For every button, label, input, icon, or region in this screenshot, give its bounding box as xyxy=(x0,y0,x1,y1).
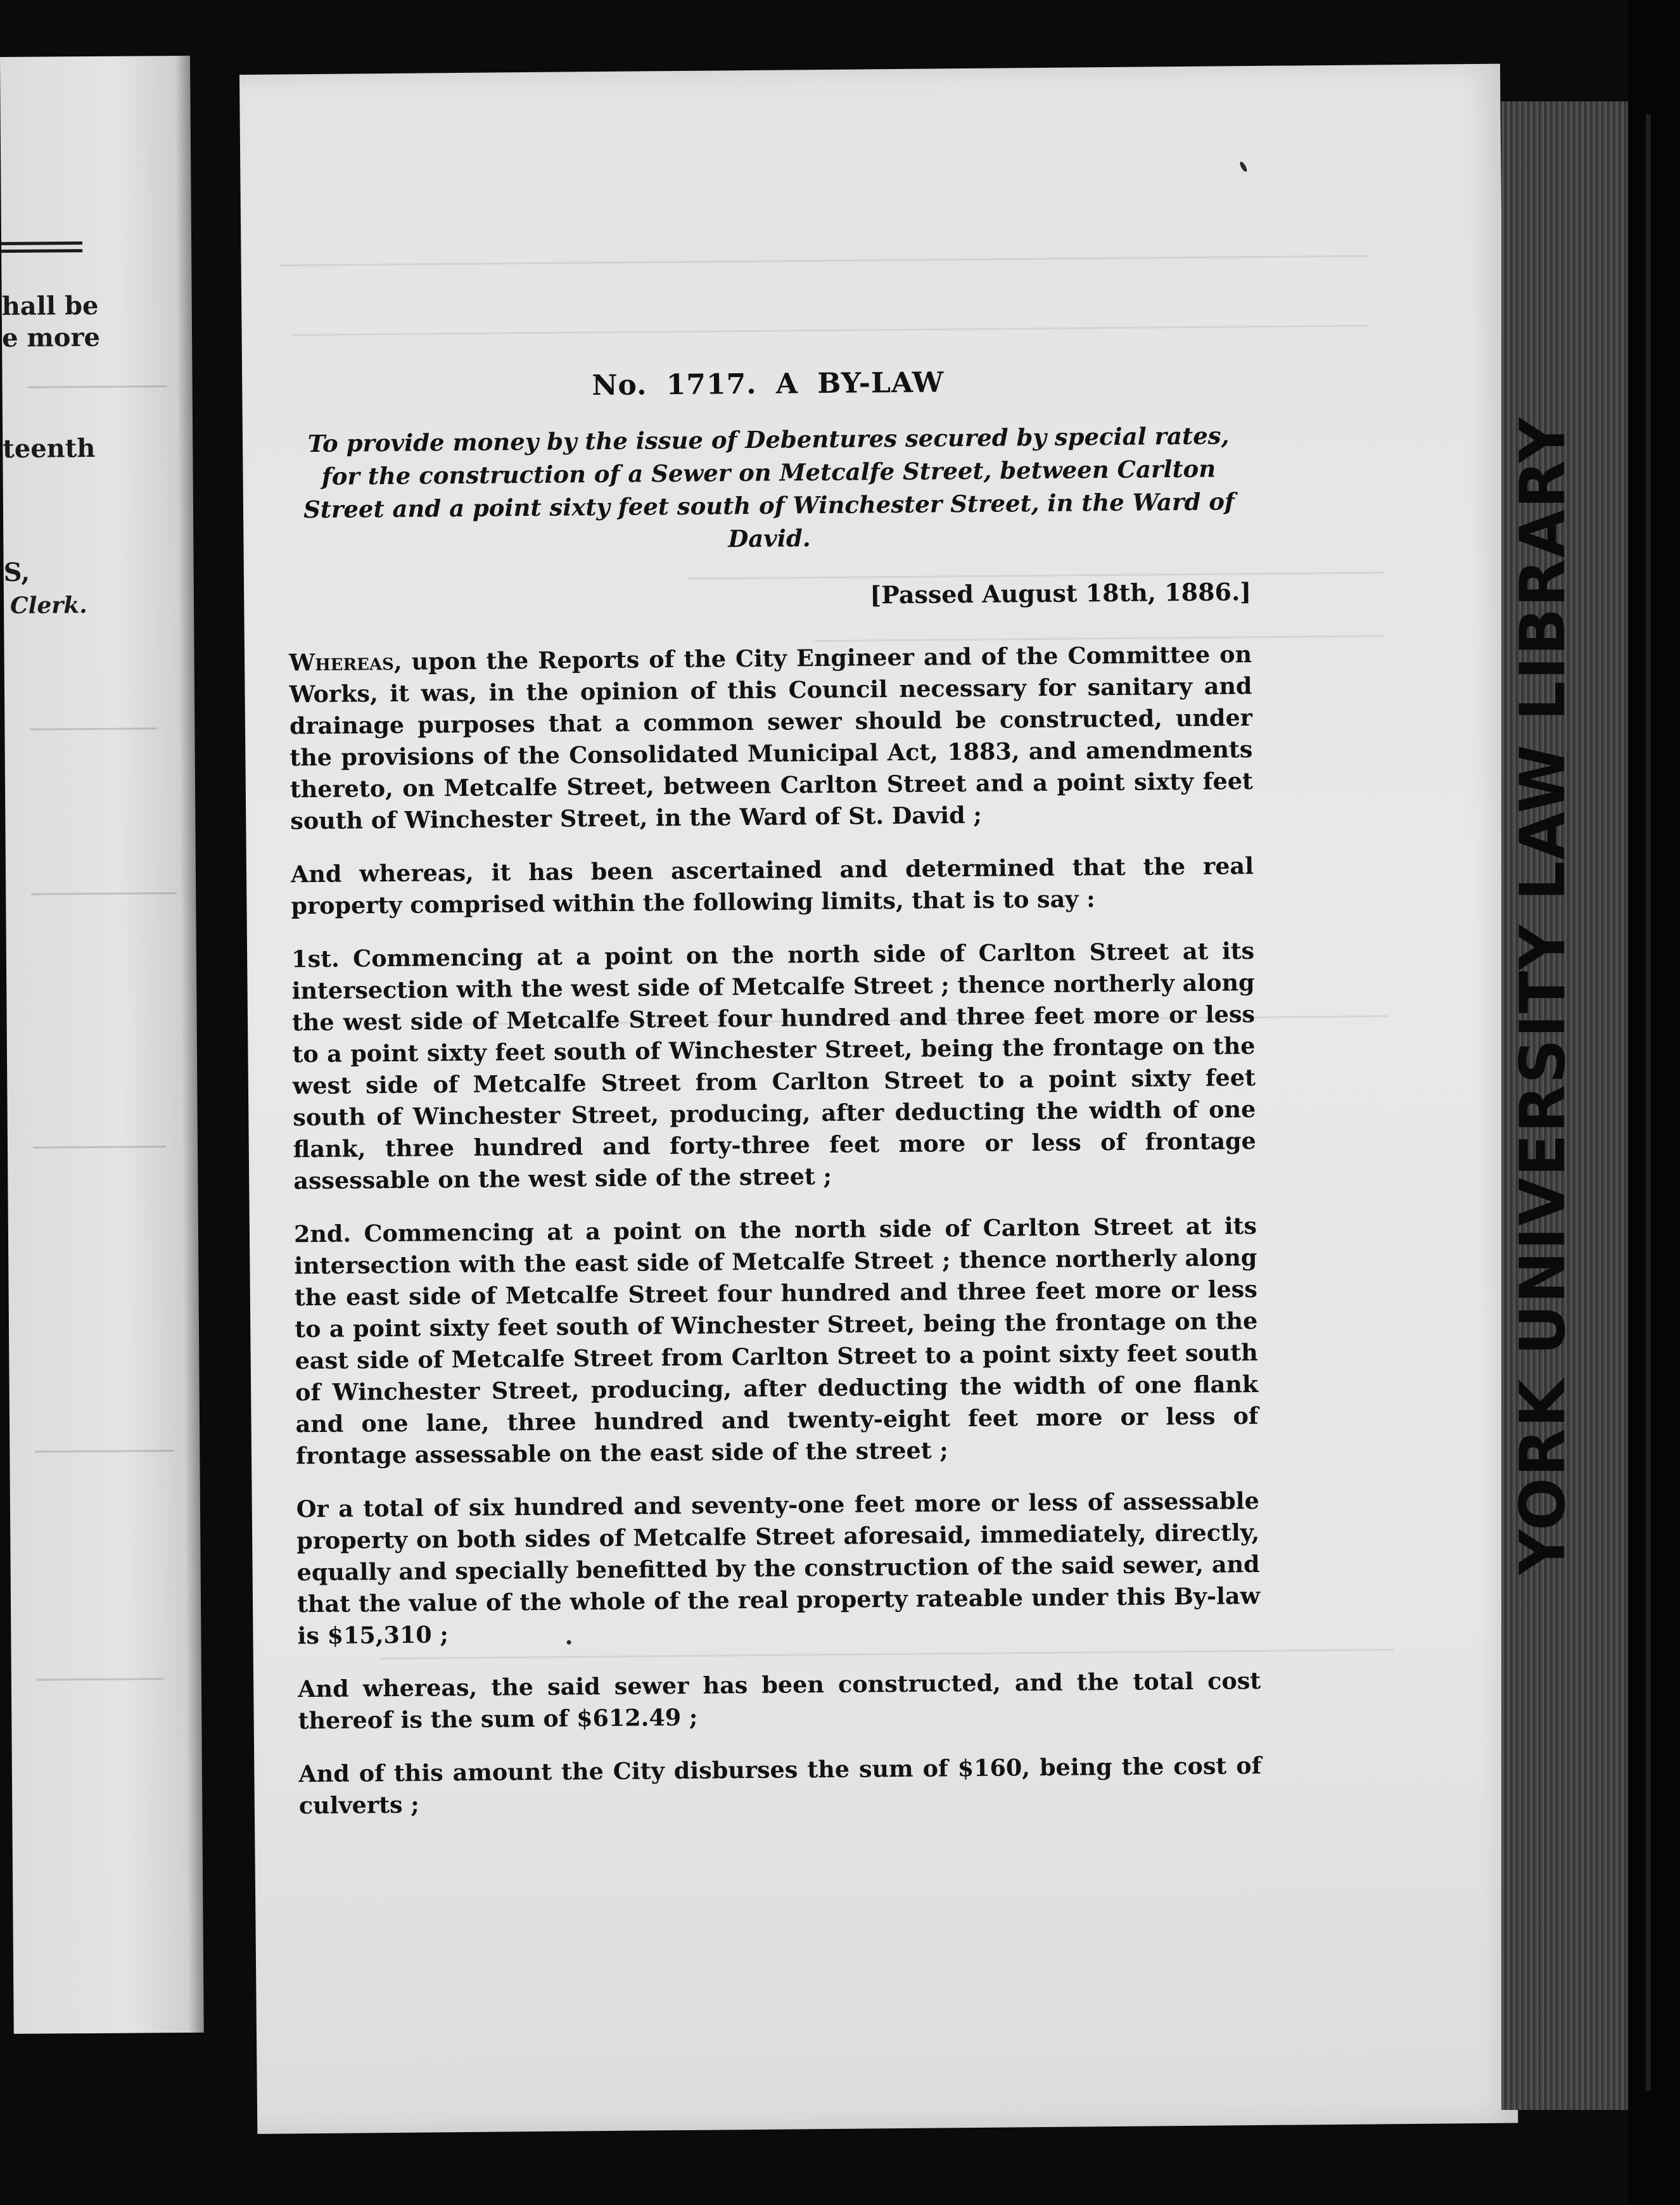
passed-date: [Passed August 18th, 1886.] xyxy=(870,577,1252,610)
paragraph-west-side: 1st. Commencing at a point on the north side of Carlton Street at its intersection with the west side of Metcalfe Street ; thence northerly along the west side of Metcalfe Street four hundred and three feet more or less to a point sixty feet south of Winchester Street, being the frontage on the west side of Metcalfe Street from Carlton Street to a point sixty feet south of Winchester Street, producing, after deducting the width of one flank, three hundred and forty-three feet more or less of frontage assessable on the west side of the street ; xyxy=(291,937,1256,1195)
bylaw-text xyxy=(286,364,1262,1843)
show-through-line xyxy=(35,1450,174,1453)
show-through-line xyxy=(279,255,1369,266)
library-stamp: YORK UNIVERSITY LAW LIBRARY xyxy=(1507,416,1579,1575)
paragraph-culverts: And of this amount the City disburses the sum of $160, being the cost of culverts ; xyxy=(298,1752,1262,1820)
left-text-line: hall be xyxy=(1,290,99,321)
paragraph-cost: And whereas, the said sewer has been constructed, and the total cost thereof is the sum of $612.49 ; xyxy=(298,1667,1261,1735)
show-through-line xyxy=(31,892,177,895)
show-through-line xyxy=(37,1678,163,1680)
paragraph: And whereas, it has been ascertained and determined that the real property comprised within the following limits, that is to say : xyxy=(290,852,1254,920)
left-text-line: Clerk. xyxy=(10,592,87,619)
show-through-line xyxy=(293,324,1370,336)
paragraph-text: upon the Reports of the City Engineer and of the Committee on Works, it was, in the opinion of this Council necessary for sanitary and drainage purposes that a common sewer should be constructed, under the provisions of the Consolidated Municipal Act, 1883, and amendments thereto, on Metcalfe Street, between Carlton Street and a point sixty feet south of Winchester Street, in the Ward of St. David ; xyxy=(289,641,1253,835)
left-text-line: e more xyxy=(1,322,101,353)
show-through-line xyxy=(33,1146,166,1148)
paragraph-east-side: 2nd. Commencing at a point on the north side of Carlton Street at its intersection with the east side of Metcalfe Street ; thence northerly along the east side of Metcalfe Street four hundred and three feet more or less to a point sixty feet south of Winchester Street, being the frontage on the east side of Metcalfe Street from Carlton Street to a point sixty feet south of Winchester Street, producing, after deducting the width of one flank and one lane, three hundred and twenty-eight feet more or less of frontage assessable on the east side of the street ; xyxy=(293,1212,1259,1470)
left-facing-page xyxy=(0,56,204,2034)
whereas-paragraph xyxy=(289,639,1254,837)
left-text-line: S, xyxy=(3,557,30,587)
paragraph-total: Or a total of six hundred and seventy-one feet more or less of assessable property on both sides of Metcalfe Street aforesaid, immediately, directly, equally and specially benefitted by the construction of the said sewer, and that the value of the whole of the real property rateable under this By-law is $15,310 ; xyxy=(296,1487,1261,1650)
bylaw-title: No. 1717. A BY-LAW xyxy=(592,366,945,402)
main-page xyxy=(239,64,1518,2134)
dark-margin xyxy=(1628,0,1680,2205)
scan-speck xyxy=(1238,161,1248,173)
left-text-line: teenth xyxy=(3,433,96,464)
double-rule-bottom xyxy=(1,249,82,253)
show-through-line xyxy=(30,727,156,730)
double-rule-top xyxy=(1,241,82,245)
binding-edge xyxy=(1646,114,1651,2091)
show-through-line xyxy=(28,385,167,388)
whereas-lead: Whereas, xyxy=(288,648,402,677)
bylaw-subtitle: To provide money by the issue of Debentures secured by special rates, for the construction of a Sewer on Metcalfe Street, between Carlton Street and a point sixty feet south of Winchester Street, in the Ward of David. xyxy=(303,421,1235,553)
